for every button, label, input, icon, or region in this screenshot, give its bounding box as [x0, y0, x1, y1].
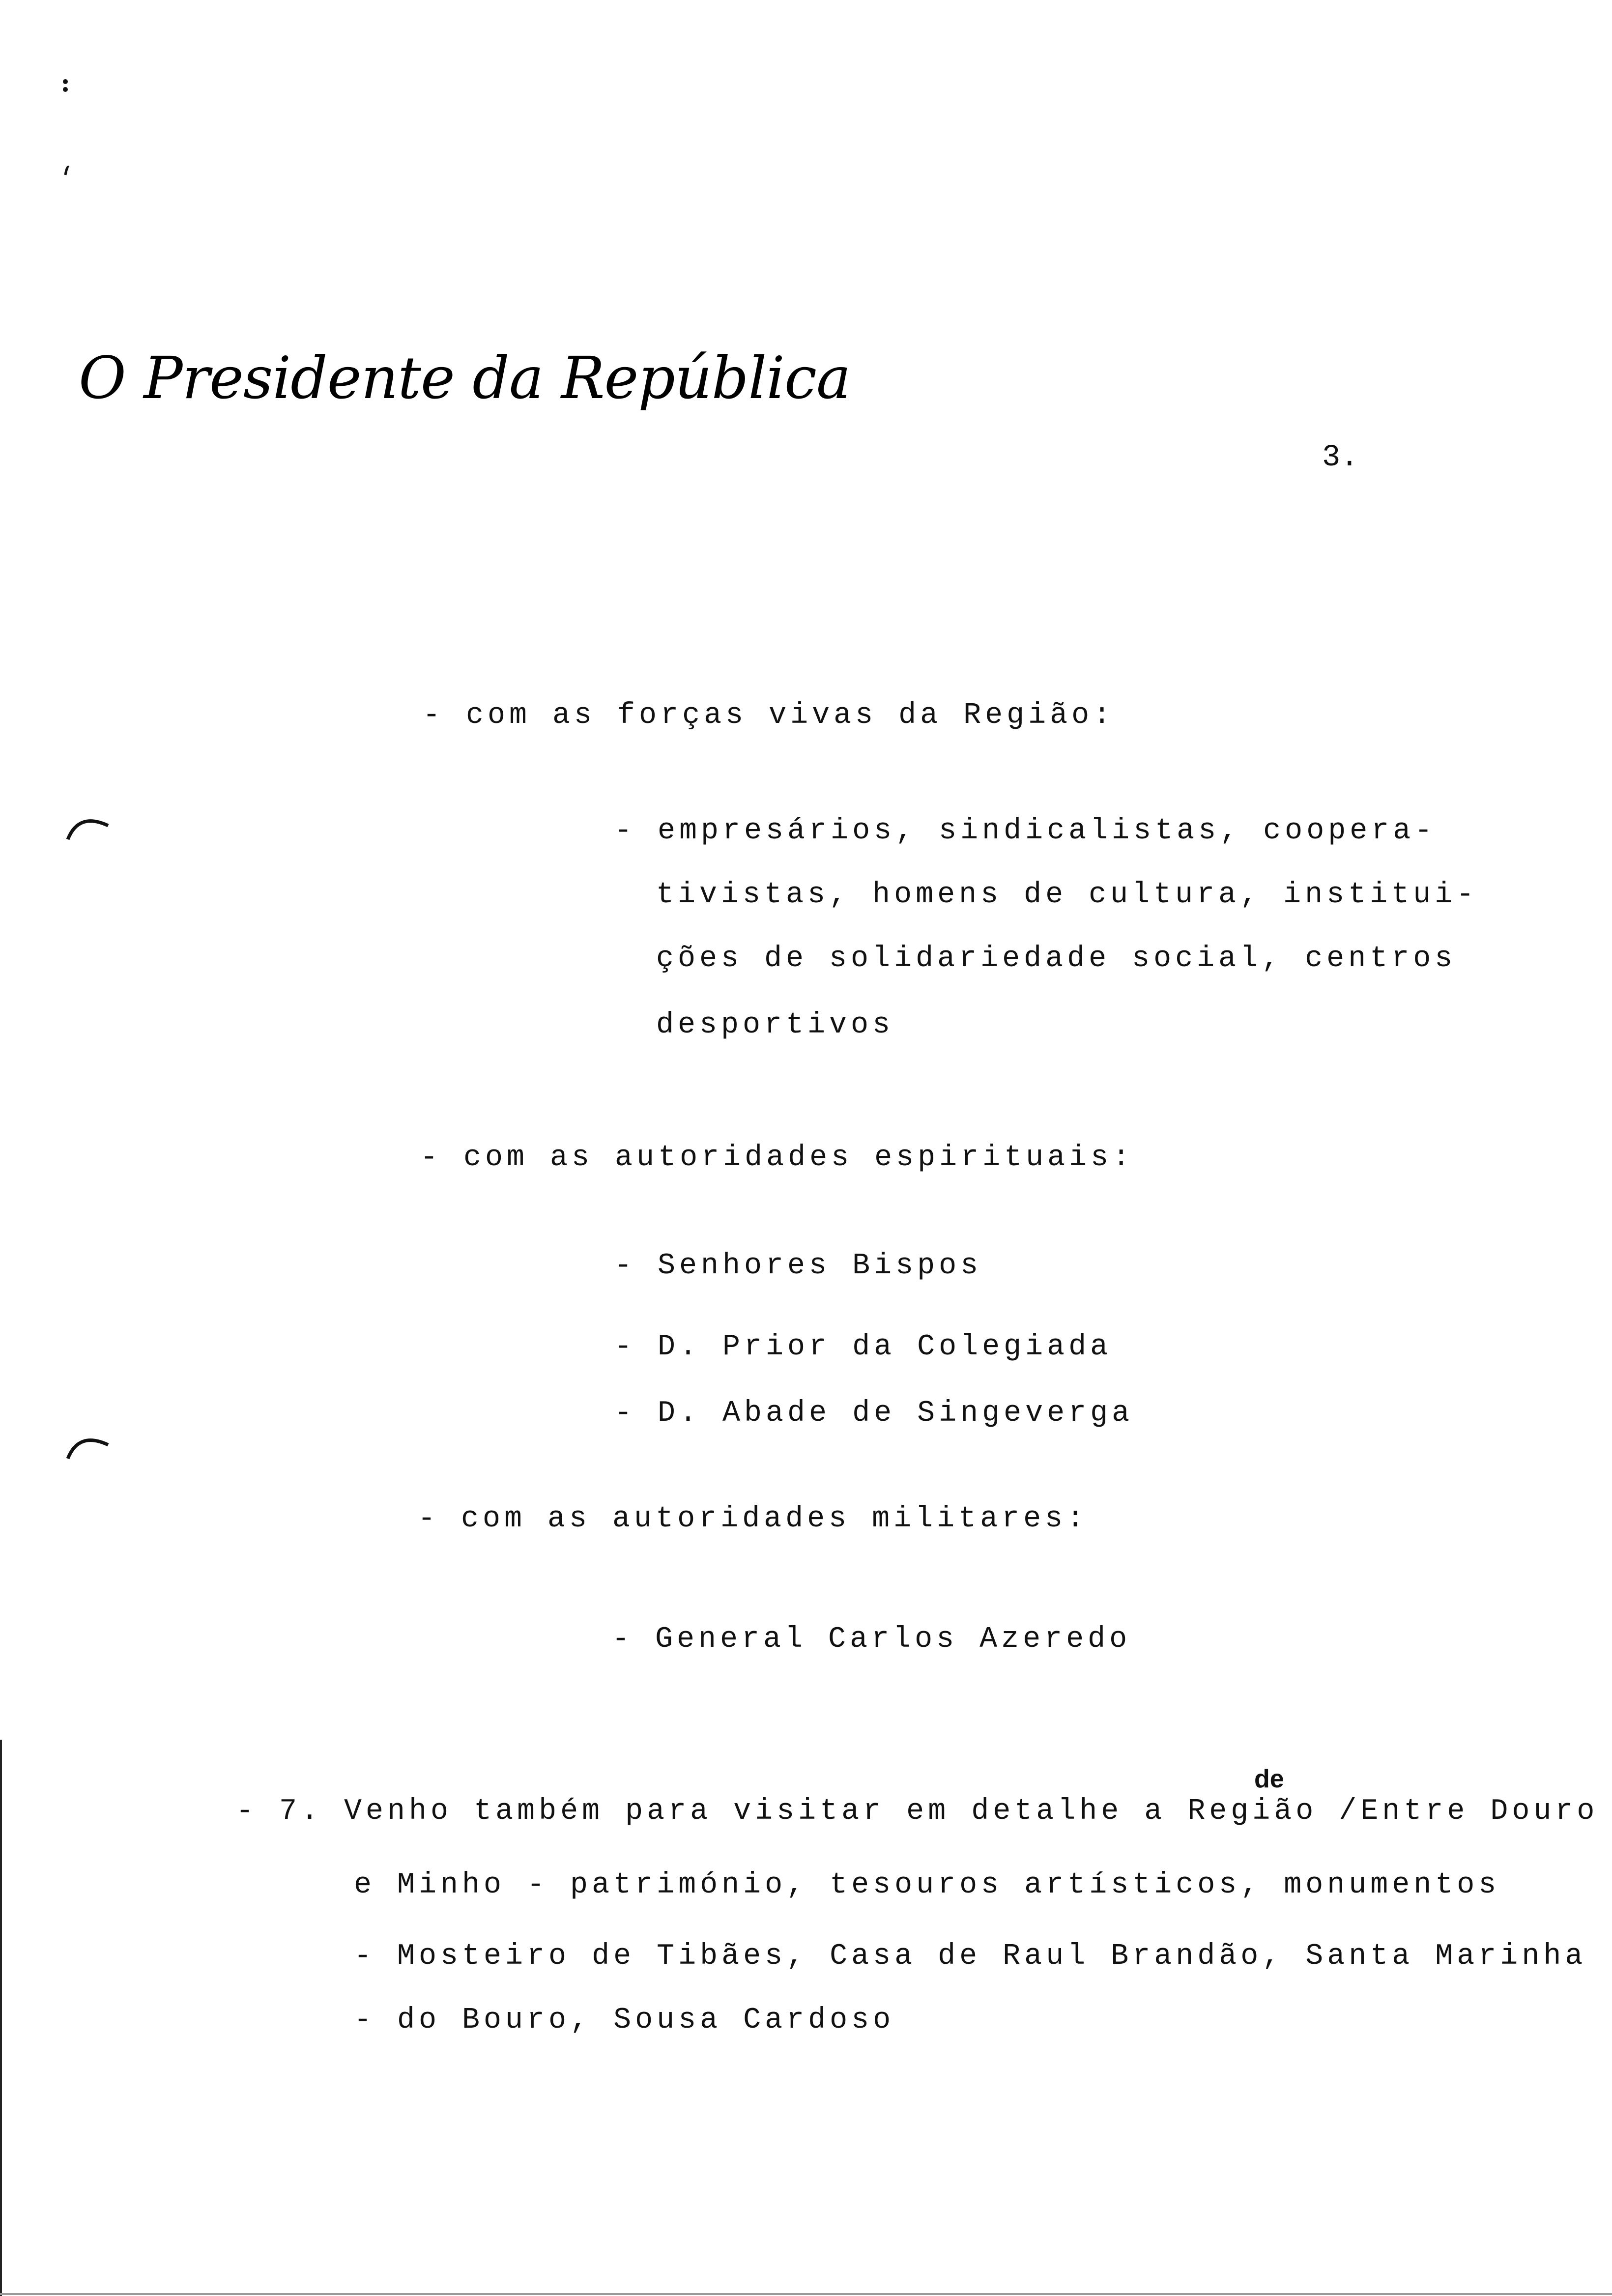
text-line-general-azeredo: - General Carlos Azeredo — [612, 1623, 1131, 1656]
punch-mark-small — [64, 165, 70, 176]
text-line-autoridades-militares: - com as autoridades militares: — [418, 1502, 1089, 1536]
text-line-solidariedade: ções de solidariedade social, centros — [656, 942, 1457, 976]
letterhead: O Presidente da República — [79, 344, 851, 412]
text-line-patrimonio: e Minho - património, tesouros artísticos, monumentos — [354, 1868, 1500, 1902]
page-number: 3. — [1322, 440, 1359, 475]
text-line-empresarios: - empresários, sindicalistas, coopera- — [614, 814, 1437, 848]
text-line-mosteiro: - Mosteiro de Tibães, Casa de Raul Brandão, Santa Marinha — [354, 1940, 1587, 1973]
text-line-desportivos: desportivos — [656, 1008, 894, 1042]
scan-edge-bottom — [0, 2293, 1612, 2295]
handwritten-insertion: de — [1254, 1765, 1284, 1793]
text-line-autoridades-espirituais: - com as autoridades espirituais: — [420, 1141, 1134, 1175]
text-line-tivistas: tivistas, homens de cultura, institui- — [656, 878, 1478, 912]
text-line-abade-singeverga: - D. Abade de Singeverga — [614, 1397, 1134, 1430]
text-line-sousa-cardoso: - do Bouro, Sousa Cardoso — [354, 2004, 895, 2037]
text-line-senhores-bispos: - Senhores Bispos — [614, 1249, 982, 1283]
text-line-prior-colegiada: - D. Prior da Colegiada — [614, 1330, 1112, 1364]
punch-hole-arc-upper — [64, 811, 113, 840]
scan-edge-left — [0, 1740, 2, 2296]
punch-mark-top — [63, 79, 68, 93]
text-line-forcas-vivas: - com as forças vivas da Região: — [423, 699, 1115, 732]
text-line-item-7: - 7. Venho também para visitar em detalhe a Região /Entre Douro — [236, 1795, 1599, 1828]
punch-hole-arc-lower — [64, 1430, 113, 1460]
